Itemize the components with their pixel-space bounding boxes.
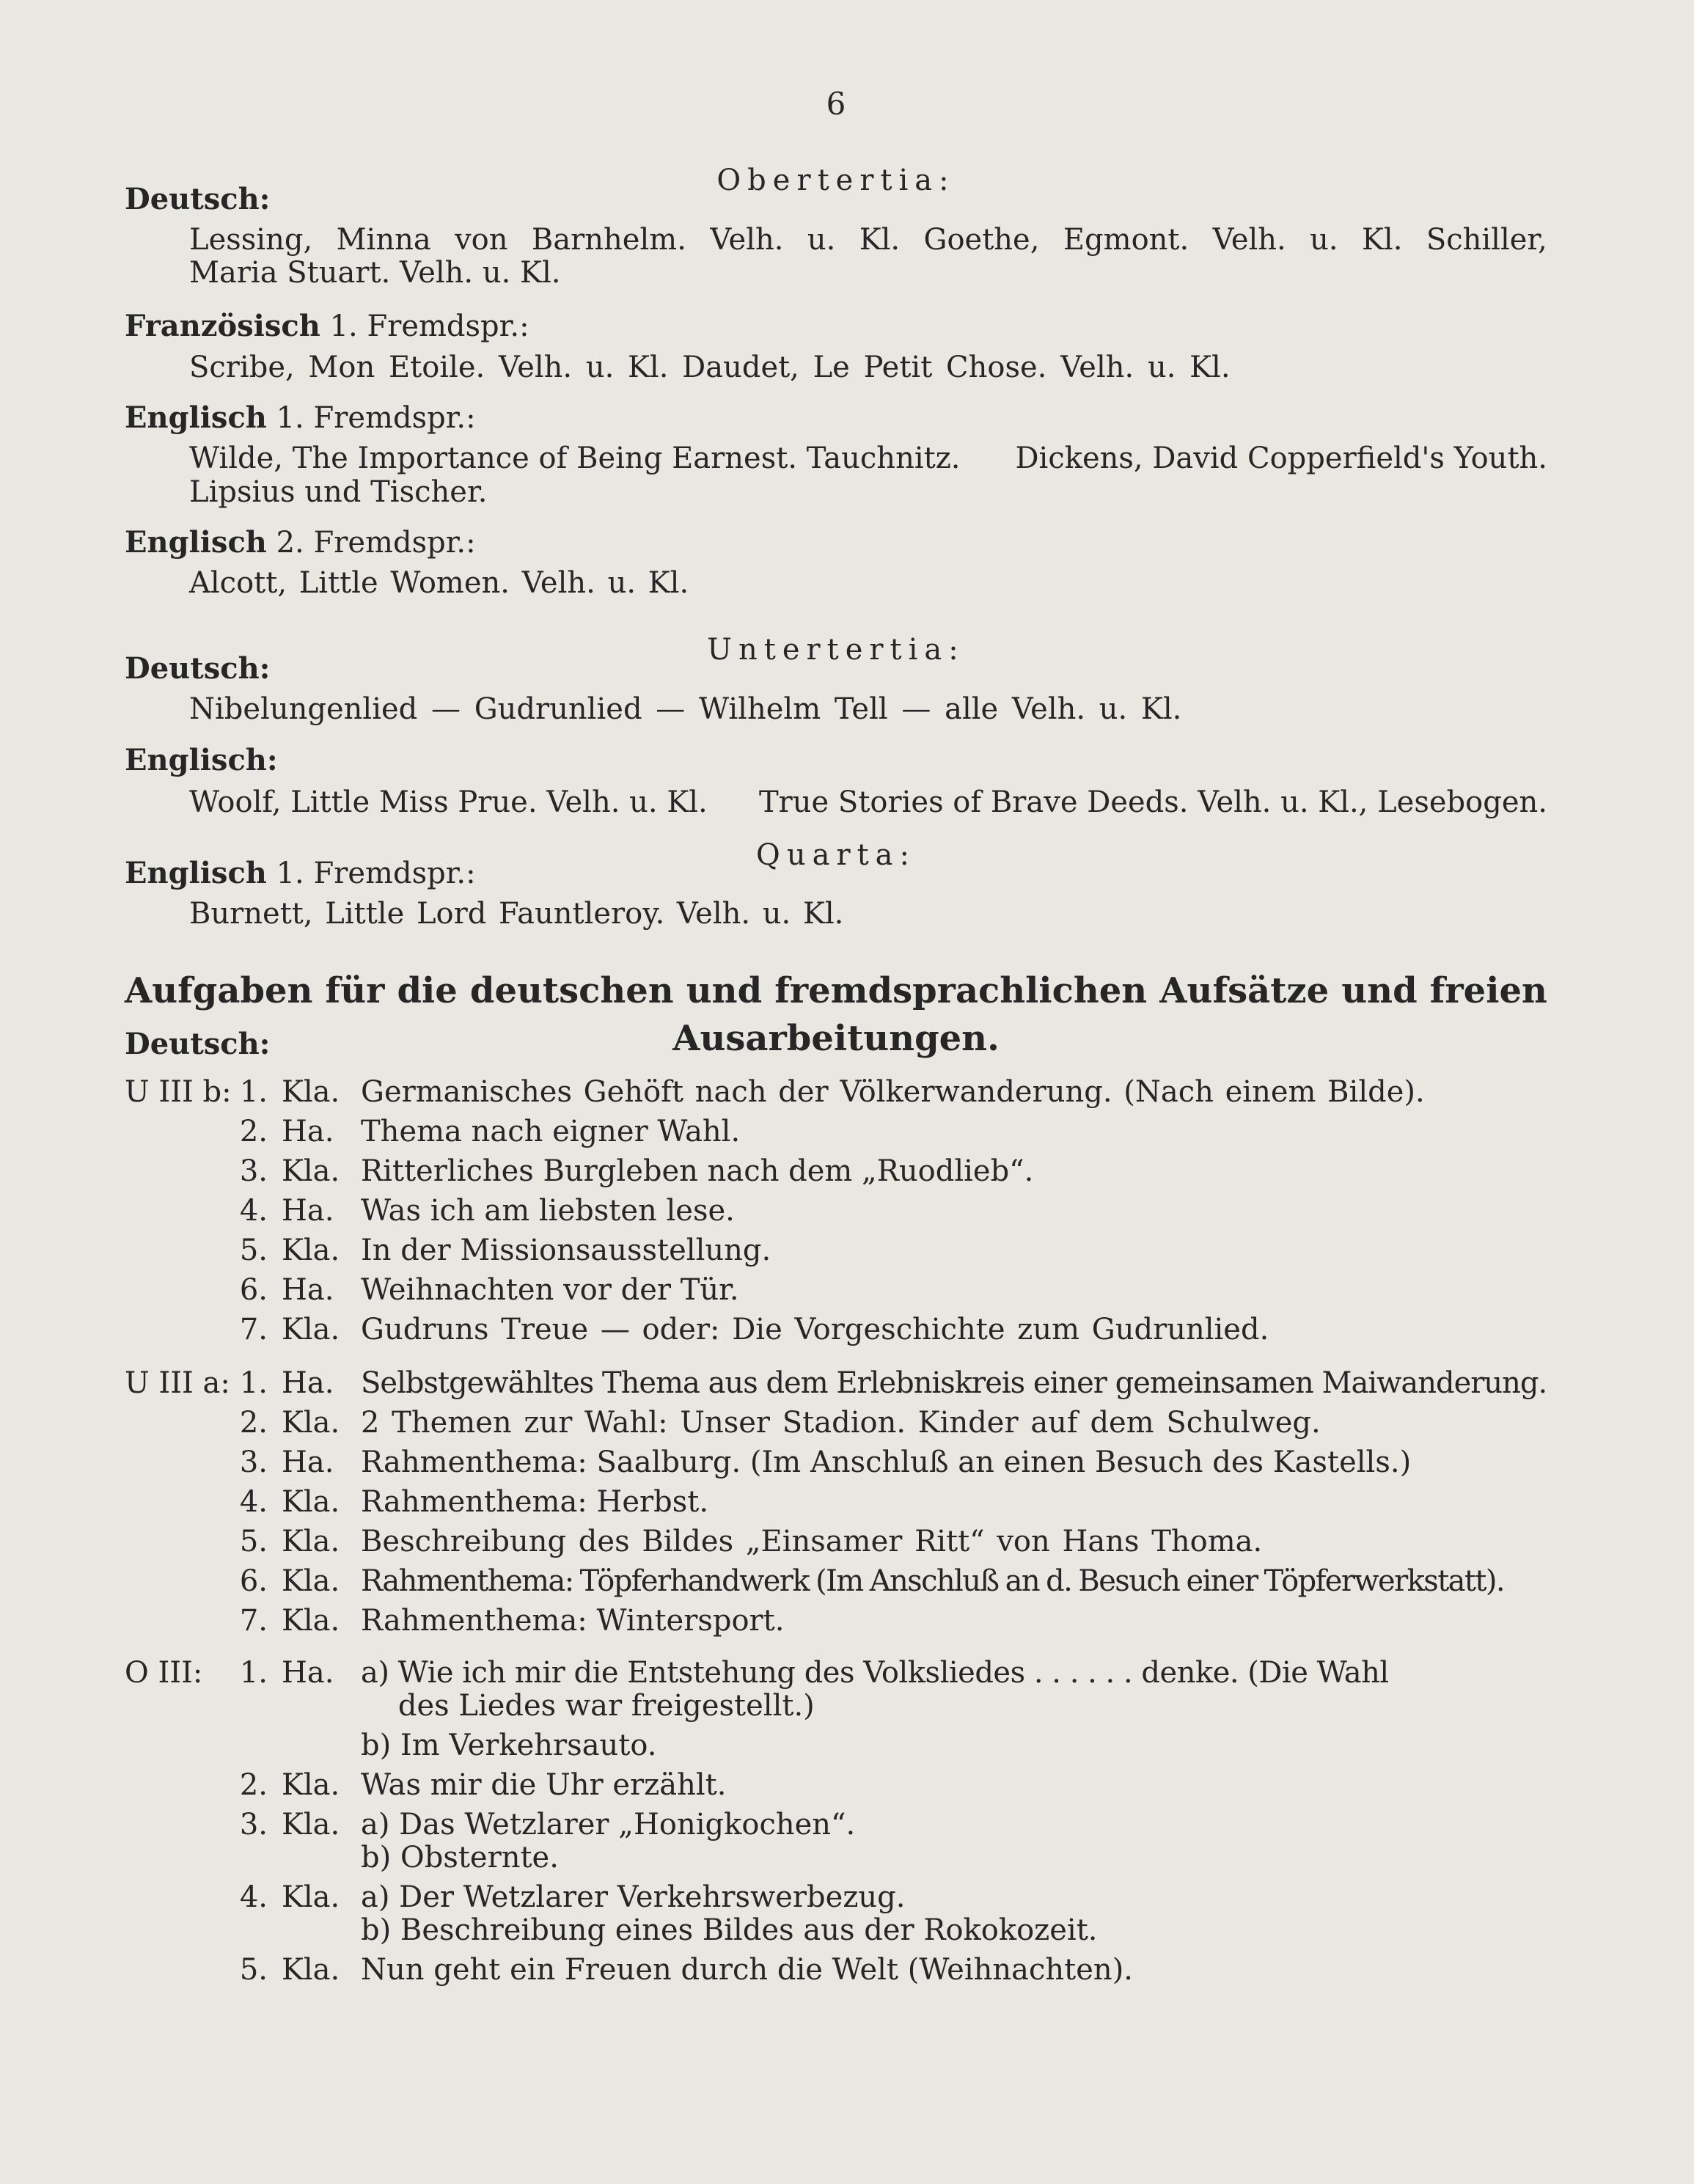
entry-number: 2. (239, 1768, 268, 1802)
entry-text: In der Missionsausstellung. (361, 1234, 771, 1267)
reading-line: Scribe, Mon Etoile. Velh. u. Kl. Daudet, Le Petit Chose. Velh. u. Kl. (189, 351, 1231, 384)
entry-text: des Liedes war freigestellt.) (361, 1689, 815, 1723)
section-title-quarta: Quarta: (756, 838, 916, 872)
entry-number: 2. (239, 1115, 268, 1148)
entry-type: Kla. (282, 1406, 340, 1440)
entry-text: 2 Themen zur Wahl: Unser Stadion. Kinder auf dem Schulweg. (361, 1406, 1321, 1440)
entry-number: 3. (239, 1808, 268, 1842)
entry-type: Ha. (282, 1273, 334, 1307)
entry-number: 6. (239, 1273, 268, 1307)
entry-type: Kla. (282, 1604, 340, 1638)
entry-text: Germanisches Gehöft nach der Völkerwanderung. (Nach einem Bilde). (361, 1075, 1425, 1109)
entry-text: Was ich am liebsten lese. (361, 1194, 735, 1228)
entry-text: Thema nach eigner Wahl. (361, 1115, 741, 1148)
entry-text: a) Das Wetzlarer „Honigkochen“. (361, 1808, 856, 1842)
entry-number: 5. (239, 1234, 268, 1267)
class-label: O III: (125, 1656, 203, 1690)
entry-type: Ha. (282, 1115, 334, 1148)
entry-number: 4. (239, 1485, 268, 1519)
entry-text: Weihnachten vor der Tür. (361, 1273, 739, 1307)
entry-text: b) Obsternte. (361, 1841, 559, 1875)
reading-line: Lipsius und Tischer. (189, 475, 488, 509)
reading-line: Woolf, Little Miss Prue. Velh. u. Kl. True Stories of Brave Deeds. Velh. u. Kl., Lesebogen. (189, 785, 1547, 819)
entry-number: 6. (239, 1564, 268, 1598)
entry-text: a) Der Wetzlarer Verkehrswerbezug. (361, 1880, 906, 1914)
entry-text: a) Wie ich mir die Entstehung des Volksliedes . . . . . . denke. (Die Wahl (361, 1656, 1389, 1690)
entry-number: 2. (239, 1406, 268, 1440)
entry-text: Rahmenthema: Saalburg. (Im Anschluß an einen Besuch des Kastells.) (361, 1445, 1412, 1479)
subject-label-englisch: Englisch: (125, 743, 278, 777)
entry-number: 3. (239, 1154, 268, 1188)
section-heading-aufgaben-line2: Ausarbeitungen. (672, 1018, 1000, 1059)
reading-line: Burnett, Little Lord Fauntleroy. Velh. u. Kl. (189, 897, 844, 931)
entry-text: Rahmenthema: Wintersport. (361, 1604, 785, 1638)
entry-number: 7. (239, 1313, 268, 1346)
entry-type: Kla. (282, 1880, 340, 1914)
subject-label-englisch-1: Englisch 1. Fremdspr.: (125, 400, 476, 435)
entry-text: Gudruns Treue — oder: Die Vorgeschichte zum Gudrunlied. (361, 1313, 1269, 1346)
entry-type: Kla. (282, 1808, 340, 1842)
class-label: U III b: (125, 1075, 232, 1109)
entry-type: Ha. (282, 1194, 334, 1228)
entry-type: Kla. (282, 1485, 340, 1519)
entry-text: b) Beschreibung eines Bildes aus der Rokokozeit. (361, 1913, 1098, 1947)
entry-text: Beschreibung des Bildes „Einsamer Ritt“ von Hans Thoma. (361, 1525, 1263, 1558)
entry-number: 1. (239, 1656, 268, 1690)
entry-type: Kla. (282, 1564, 340, 1598)
reading-line: Lessing, Minna von Barnhelm. Velh. u. Kl. Goethe, Egmont. Velh. u. Kl. Schiller, (189, 223, 1547, 257)
reading-line: Alcott, Little Women. Velh. u. Kl. (189, 566, 689, 600)
entry-type: Ha. (282, 1366, 334, 1400)
subject-label-deutsch: Deutsch: (125, 182, 271, 216)
subject-label-englisch-1: Englisch 1. Fremdspr.: (125, 856, 476, 890)
reading-line: Wilde, The Importance of Being Earnest. Tauchnitz. Dickens, David Copperfield's Youth. (189, 441, 1547, 475)
reading-line: Nibelungenlied — Gudrunlied — Wilhelm Tell — alle Velh. u. Kl. (189, 692, 1182, 726)
reading-line: Maria Stuart. Velh. u. Kl. (189, 256, 561, 290)
entry-type: Ha. (282, 1656, 334, 1690)
entry-type: Kla. (282, 1313, 340, 1346)
entry-text: Rahmenthema: Herbst. (361, 1485, 709, 1519)
entry-number: 1. (239, 1075, 268, 1109)
entry-number: 5. (239, 1953, 268, 1987)
entry-number: 4. (239, 1194, 268, 1228)
entry-type: Kla. (282, 1768, 340, 1802)
entry-number: 7. (239, 1604, 268, 1638)
entry-type: Ha. (282, 1445, 334, 1479)
section-title-untertertia: Untertertia: (707, 633, 965, 667)
subject-label-deutsch: Deutsch: (125, 651, 271, 686)
subject-label-deutsch: Deutsch: (125, 1027, 271, 1061)
entry-text: Nun geht ein Freuen durch die Welt (Weihnachten). (361, 1953, 1134, 1987)
entry-type: Kla. (282, 1154, 340, 1188)
section-heading-aufgaben: Aufgaben für die deutschen und fremdsprachlichen Aufsätze und freien (125, 970, 1547, 1011)
entry-number: 1. (239, 1366, 268, 1400)
section-title-obertertia: Obertertia: (716, 164, 956, 197)
entry-number: 5. (239, 1525, 268, 1558)
entry-type: Kla. (282, 1953, 340, 1987)
entry-number: 4. (239, 1880, 268, 1914)
entry-text: b) Im Verkehrsauto. (361, 1729, 657, 1762)
subject-label-englisch-2: Englisch 2. Fremdspr.: (125, 525, 476, 560)
entry-text: Ritterliches Burgleben nach dem „Ruodlieb“. (361, 1154, 1034, 1188)
entry-type: Kla. (282, 1234, 340, 1267)
entry-type: Kla. (282, 1075, 340, 1109)
class-label: U III a: (125, 1366, 230, 1400)
entry-text: Rahmenthema: Töpferhandwerk (Im Anschluß an d. Besuch einer Töpferwerkstatt). (361, 1564, 1504, 1598)
entry-text: Selbstgewähltes Thema aus dem Erlebniskreis einer gemeinsamen Maiwanderung. (361, 1366, 1547, 1400)
entry-number: 3. (239, 1445, 268, 1479)
entry-text: Was mir die Uhr erzählt. (361, 1768, 727, 1802)
subject-label-franzoesisch: Französisch 1. Fremdspr.: (125, 309, 529, 343)
page-number: 6 (826, 86, 846, 122)
entry-type: Kla. (282, 1525, 340, 1558)
